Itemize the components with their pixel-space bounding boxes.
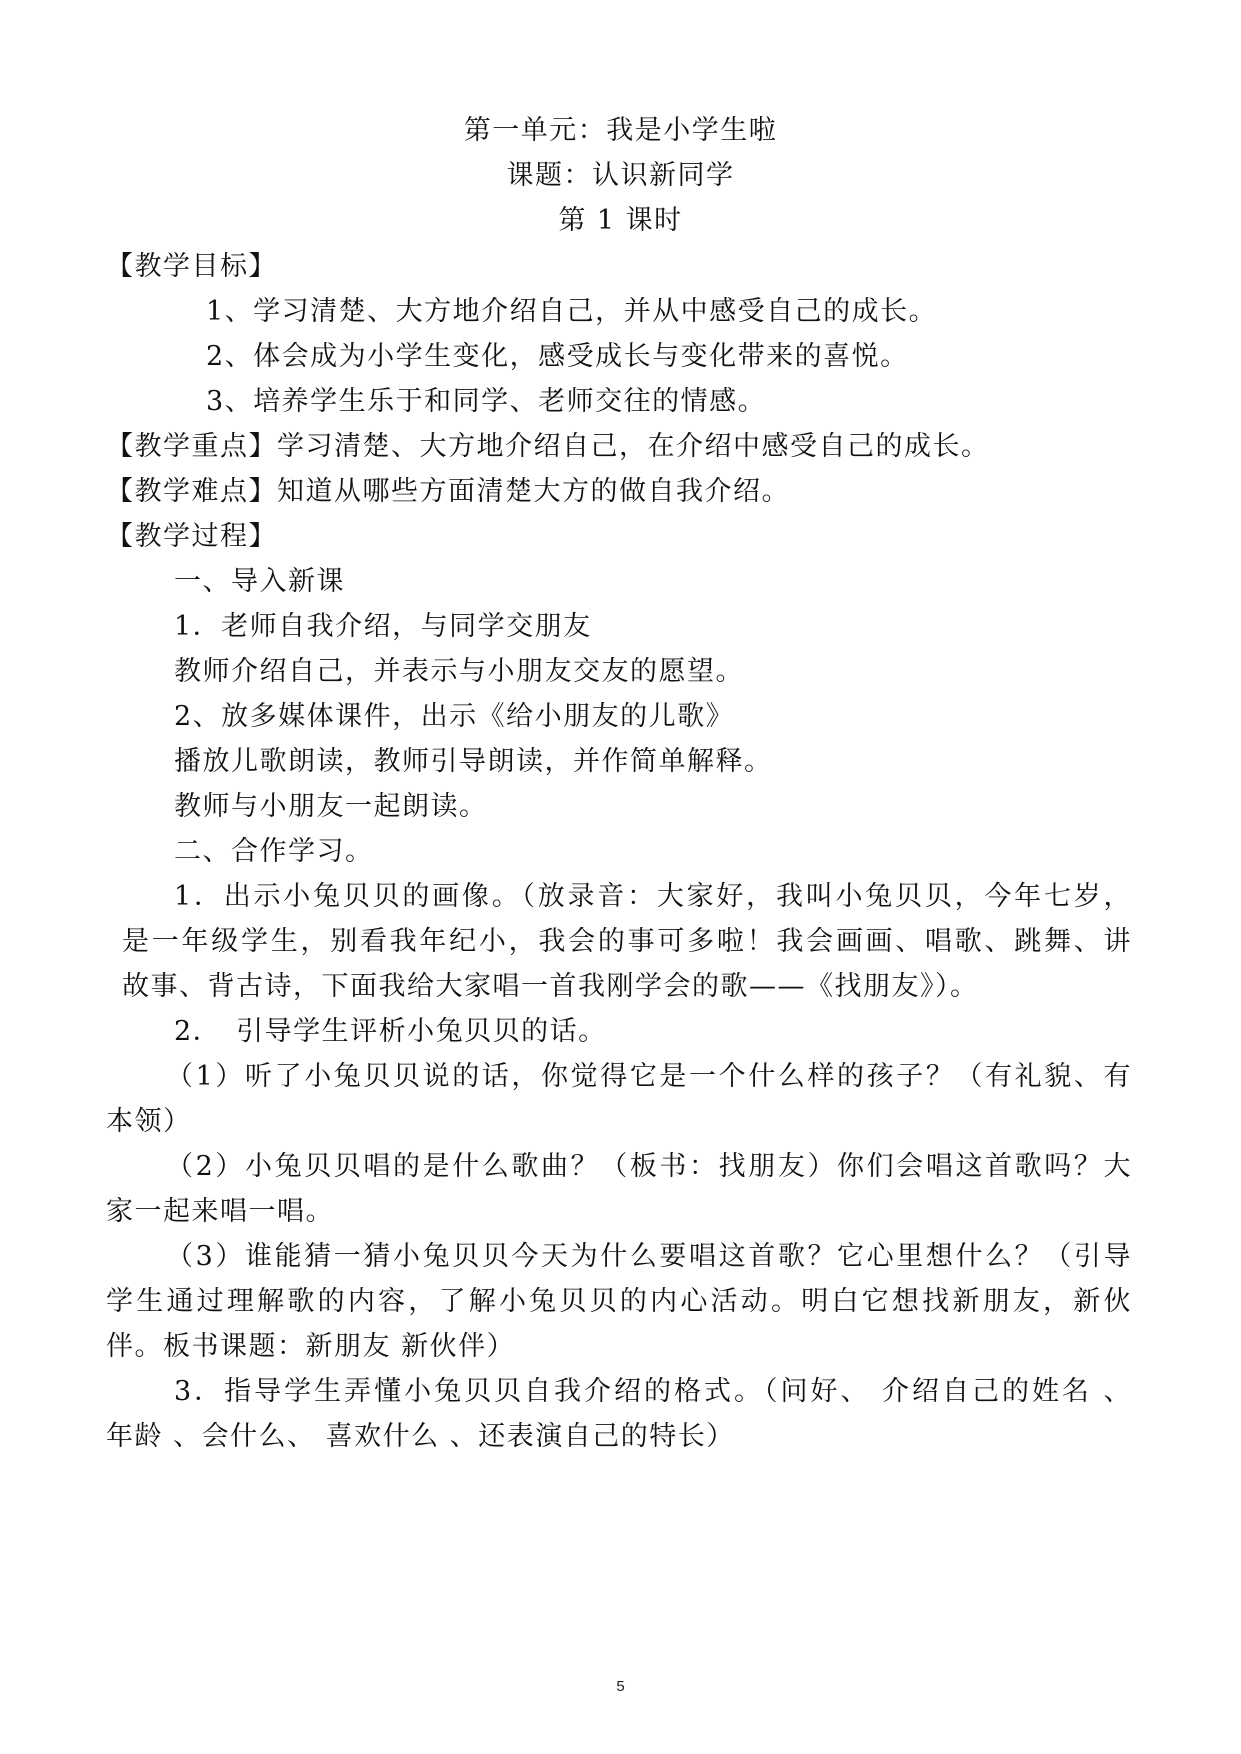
objective-item: 1、学习清楚、大方地介绍自己，并从中感受自己的成长。 [206,296,938,327]
paragraph-line: 本领） [106,1106,192,1137]
lesson-period: 第 1 课时 [558,205,683,236]
objective-item: 2、体会成为小学生变化，感受成长与变化带来的喜悦。 [206,341,909,372]
paragraph-line: 学生通过理解歌的内容，了解小兔贝贝的内心活动。明白它想找新朋友，新伙 [106,1286,1132,1317]
process-text: 播放儿歌朗读，教师引导朗读，并作简单解释。 [174,746,773,777]
paragraph-line: 年龄 、会什么、 喜欢什么 、还表演自己的特长） [106,1421,735,1452]
paragraph-line: 是一年级学生，别看我年纪小，我会的事可多啦！我会画画、唱歌、跳舞、讲 [122,926,1132,957]
process-text: 教师介绍自己，并表示与小朋友交友的愿望。 [174,656,744,687]
objective-item: 3、培养学生乐于和同学、老师交往的情感。 [206,386,767,417]
paragraph-line: （2）小兔贝贝唱的是什么歌曲？（板书：找朋友）你们会唱这首歌吗？大 [166,1151,1132,1182]
page-number: 5 [616,1678,625,1695]
key-point: 【教学重点】学习清楚、大方地介绍自己，在介绍中感受自己的成长。 [106,431,990,462]
difficult-point: 【教学难点】知道从哪些方面清楚大方的做自我介绍。 [106,476,790,507]
process-step: 1．老师自我介绍，与同学交朋友 [174,611,592,642]
process-step: 2、放多媒体课件，出示《给小朋友的儿歌》 [174,701,735,732]
section-heading-process: 【教学过程】 [106,521,277,552]
paragraph-line: 故事、背古诗，下面我给大家唱一首我刚学会的歌——《找朋友》）。 [122,971,979,1002]
unit-title: 第一单元：我是小学生啦 [463,115,778,146]
paragraph-line: 家一起来唱一唱。 [106,1196,334,1227]
process-text: 教师与小朋友一起朗读。 [174,791,488,822]
process-heading: 一、导入新课 [174,566,345,597]
paragraph-line: 1．出示小兔贝贝的画像。（放录音：大家好，我叫小兔贝贝，今年七岁， [174,881,1132,912]
lesson-topic: 课题：认识新同学 [506,160,735,191]
section-heading-objectives: 【教学目标】 [106,251,277,282]
paragraph-line: （3）谁能猜一猜小兔贝贝今天为什么要唱这首歌？它心里想什么？（引导 [166,1241,1132,1272]
process-step: 2． 引导学生评析小兔贝贝的话。 [174,1016,607,1047]
paragraph-line: 3．指导学生弄懂小兔贝贝自我介绍的格式。（问好、 介绍自己的姓名 、 [174,1376,1132,1407]
process-heading: 二、合作学习。 [174,836,374,867]
paragraph-line: 伴。板书课题：新朋友 新伙伴） [106,1331,516,1362]
paragraph-line: （1）听了小兔贝贝说的话，你觉得它是一个什么样的孩子？（有礼貌、有 [166,1061,1132,1092]
